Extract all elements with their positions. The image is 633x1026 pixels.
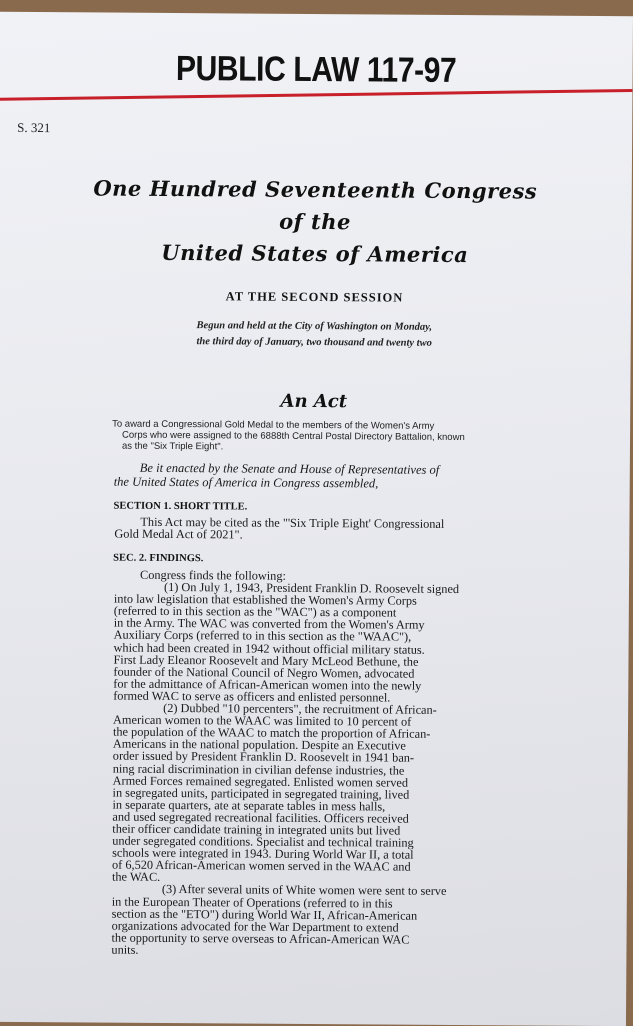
findings-line: for the admittance of African-American women into the newly [113, 676, 422, 693]
findings-line: First Lady Eleanor Roosevelt and Mary McLeod Bethune, the [113, 652, 419, 669]
session-heading: AT THE SECOND SESSION [225, 289, 404, 305]
purpose-line-3: as the "Six Triple Eight". [121, 440, 224, 453]
findings-line: organizations advocated for the War Department to extend [111, 918, 399, 935]
act-purpose [114, 419, 514, 455]
findings-line: in the European Theater of Operations (referred to in this [111, 894, 393, 911]
section-2-body [111, 569, 518, 959]
findings-line: schools were integrated in 1943. During World War II, a total [112, 845, 414, 862]
findings-line: Auxiliary Corps (referred to in this section as the "WAAC"), [113, 628, 412, 645]
congress-line-2: of the [279, 208, 351, 235]
section-1-body [114, 516, 518, 543]
title-red-rule [0, 89, 632, 101]
begun-statement [0, 317, 631, 353]
findings-line: ning racial discrimination in civilian defense industries, the [112, 761, 405, 778]
findings-line: in the Army. The WAC was converted from the Women's Army [113, 615, 425, 633]
findings-line: (1) On July 1, 1943, President Franklin D. Roosevelt signed [163, 580, 460, 597]
congress-line-1: One Hundred Seventeenth Congress [93, 175, 538, 204]
purpose-line-2: Corps who were assigned to the 6888th Central Postal Directory Battalion, known [122, 429, 465, 444]
findings-line: Congress finds the following: [140, 567, 286, 583]
law-title: PUBLIC LAW 117-97 [175, 49, 457, 90]
enacted-line-1: Be it enacted by the Senate and House of Representatives of [139, 460, 440, 477]
purpose-line-1: To award a Congressional Gold Medal to the members of the Women's Army [112, 418, 435, 432]
findings-line: of 6,520 African-American women served in the WAAC and [112, 857, 411, 874]
section-1-line-2: Gold Medal Act of 2021". [114, 526, 243, 542]
findings-line: Armed Forces remained segregated. Enlisted women served [112, 773, 409, 790]
findings-line: (3) After several units of White women were sent to serve [161, 882, 447, 899]
findings-line: their officer candidate training in integrated units but lived [112, 821, 401, 838]
findings-line: American women to the WAAC was limited to 10 percent of [113, 712, 412, 729]
section-2-heading: SEC. 2. FINDINGS. [113, 552, 204, 565]
findings-line: formed WAC to serve as officers and enlisted personnel. [113, 688, 391, 705]
findings-line: and used segregated recreational facilities. Officers received [112, 809, 409, 826]
bill-number: S. 321 [17, 119, 51, 136]
findings-line: (2) Dubbed "10 percenters", the recruitment of African- [163, 700, 437, 717]
findings-line: (referred to in this section as the "WAC") as a component [113, 603, 397, 620]
section-1-heading: SECTION 1. SHORT TITLE. [113, 500, 248, 513]
findings-line: units. [111, 942, 139, 957]
enacting-clause [114, 461, 514, 492]
findings-line: the population of the WAAC to match the proportion of African- [112, 724, 431, 742]
findings-line: under segregated conditions. Specialist and technical training [112, 833, 414, 850]
findings-line: order issued by President Franklin D. Roosevelt in 1941 ban- [112, 749, 415, 766]
findings-line: Americans in the national population. Despite an Executive [112, 736, 406, 753]
findings-line: in separate quarters, ate at separate tables in mess halls, [112, 797, 386, 814]
findings-line: in segregated units, participated in segregated training, lived [112, 785, 410, 802]
document-page [0, 12, 633, 1026]
findings-line: which had been created in 1942 without official military status. [113, 640, 425, 657]
findings-line: section as the "ETO") during World War II, African-American [111, 906, 418, 923]
act-heading: An Act [280, 390, 348, 413]
enacted-line-2: the United States of America in Congress assembled, [113, 474, 379, 491]
section-1-line-1: This Act may be cited as the "'Six Triple Eight' Congressional [140, 514, 445, 531]
congress-line-3: United States of America [161, 239, 469, 268]
begun-line-2: the third day of January, two thousand and twenty two [196, 336, 432, 349]
findings-line: the WAC. [111, 869, 161, 885]
findings-line: into law legislation that established the Women's Army Corps [113, 591, 417, 608]
findings-line: the opportunity to serve overseas to African-American WAC [111, 930, 410, 947]
congress-heading [0, 172, 632, 272]
begun-line-1: Begun and held at the City of Washington on Monday, [196, 320, 433, 333]
findings-line: founder of the National Council of Negro Women, advocated [113, 664, 415, 681]
